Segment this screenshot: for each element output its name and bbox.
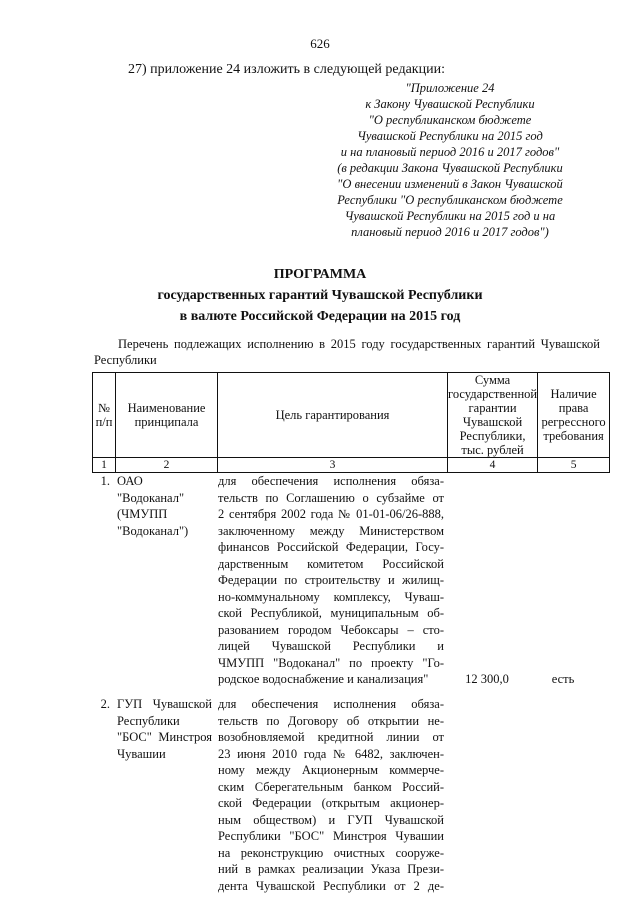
appendix-line: и на плановый период 2016 и 2017 годов" [340,145,560,159]
purpose-line: для обеспечения исполнения обяза- [218,697,444,711]
purpose-line: но-коммунальному комплексу, Чуваш- [218,589,444,604]
intro-text: 27) приложение 24 изложить в следующей редакции: [128,62,445,77]
program-heading [0,264,640,327]
header-regress: Наличие права регрессного требования [538,373,610,458]
purpose-line: для обеспечения исполнения обяза- [218,474,444,488]
column-number: 4 [448,458,538,473]
row-principal: ОАО "Водоканал" (ЧМУПП "Водоканал") [117,474,189,538]
purpose-line: ным обществом) и ГУП Чувашской [218,812,444,827]
header-num: № п/п [93,373,116,458]
purpose-line: Федерации по строительству и жилищ- [218,573,444,587]
purpose-line: на реконструкцию очистных сооруже- [218,845,444,860]
row-number: 1. [100,474,110,488]
appendix-line: "О республиканском бюджете [368,113,532,127]
header-purpose: Цель гарантирования [218,373,448,458]
guarantees-table-header [92,372,610,473]
purpose-line: ской Федерации (открытым акционер- [218,796,444,810]
purpose-line: ЧМУПП "Водоканал" по проекту "Го- [218,655,444,670]
appendix-line: к Закону Чувашской Республики [365,97,535,111]
purpose-line: ний в рамках реализации Указа Прези- [218,862,444,876]
page-number: 626 [310,36,330,51]
column-number: 5 [538,458,610,473]
row-purpose [218,473,444,688]
purpose-line: финансов Российской Федерации, Госу- [218,540,444,554]
header-principal: Наименование принципала [116,373,218,458]
appendix-line: Республики "О республиканском бюджете [337,193,563,207]
appendix-line: "Приложение 24 [405,81,495,95]
purpose-line: дента Чувашской Республики от 2 де- [218,878,444,893]
row-amount: 12 300,0 [465,672,509,686]
purpose-line: разованием городом Чебоксары – сто- [218,622,444,637]
heading-title: ПРОГРАММА [273,267,367,282]
purpose-line: лицей Чувашской Республики и [218,639,444,653]
appendix-line: плановый период 2016 и 2017 годов") [351,225,549,239]
purpose-line: ским Сберегательным банком Россий- [218,779,444,794]
appendix-line: Чувашской Республики на 2015 год и на [344,209,556,223]
heading-subtitle: в валюте Российской Федерации на 2015 год [179,309,461,324]
header-amount: Сумма государственной гарантии Чувашской Республики, тыс. рублей [448,373,538,457]
purpose-line: родское водоснабжение и канализация" [218,672,429,686]
row-principal: ГУП Чувашской Республики "БОС" Минстроя Чувашии [117,697,212,761]
column-number: 2 [116,458,218,473]
row-purpose [218,696,444,894]
purpose-line: возобновляемой кредитной линии от [218,730,444,744]
purpose-line: заключенному между Министерством [218,523,444,538]
appendix-line: Чувашской Республики на 2015 год [357,129,543,143]
appendix-line: "О внесении изменений в Закон Чувашской [337,177,563,191]
lead-paragraph: Перечень подлежащих исполнению в 2015 году государственных гарантий Чувашской Республики [94,337,600,367]
column-number: 3 [218,458,448,473]
purpose-line: тельств по Договору об открытии не- [218,713,444,728]
row-regress: есть [551,672,575,686]
purpose-line: 2 сентября 2002 года № 01-01-06/26-888, [218,507,444,521]
purpose-line: дарственным комитетом Российской [218,556,444,571]
appendix-reference [300,80,600,240]
purpose-line: ному между Акционерным коммерче- [218,763,444,777]
purpose-line: 23 июня 2010 года № 6482, заключен- [218,746,444,761]
column-number: 1 [93,458,116,473]
purpose-line: Республики "БОС" Минстроя Чувашии [218,829,444,843]
heading-subtitle: государственных гарантий Чувашской Республики [157,288,483,303]
appendix-line: (в редакции Закона Чувашской Республики [337,161,563,175]
purpose-line: тельств по Соглашению о субзайме от [218,490,444,505]
purpose-line: ской Республикой, муниципальным об- [218,606,444,620]
row-number: 2. [100,697,110,711]
